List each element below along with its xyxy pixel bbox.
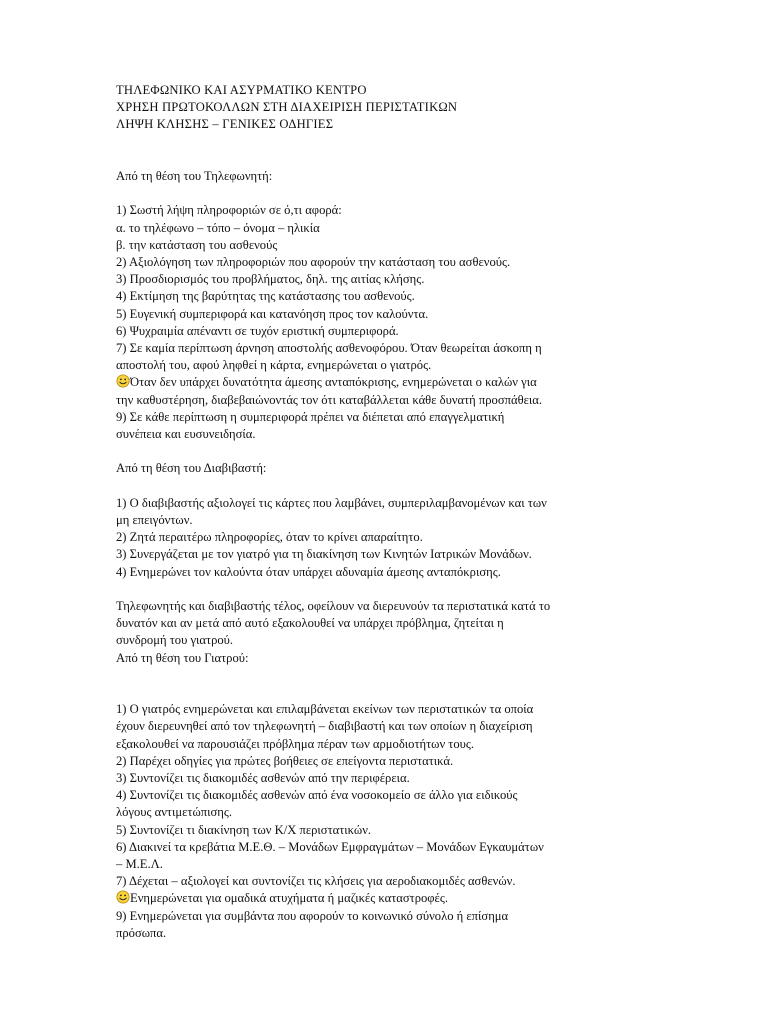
list-item: 9) Σε κάθε περίπτωση η συμπεριφορά πρέπει να διέπεται από επαγγελματική	[116, 409, 505, 424]
list-item: α. το τηλέφωνο – τόπο – όνομα – ηλικία	[116, 220, 320, 235]
section-title: Από τη θέση του Γιατρού:	[116, 650, 249, 665]
list-item: την καθυστέρηση, διαβεβαιώνοντάς τον ότι καταβάλλεται κάθε δυνατή προσπάθεια.	[116, 392, 543, 407]
list-item: 6) Διακινεί τα κρεβάτια Μ.Ε.Θ. – Μονάδων Εμφραγμάτων – Μονάδων Εγκαυμάτων	[116, 839, 544, 854]
list-item: 2) Ζητά περαιτέρω πληροφορίες, όταν το κρίνει απαραίτητο.	[116, 530, 423, 545]
list-item-8	[116, 890, 676, 907]
paragraph-line: Τηλεφωνητής και διαβιβαστής τέλος, οφείλουν να διερευνούν τα περιστατικά κατά το	[116, 599, 551, 614]
section-title: Από τη θέση του Διαβιβαστή:	[116, 461, 267, 476]
list-item: 5) Συντονίζει τι διακίνηση των Κ/Χ περιστατικών.	[116, 822, 372, 837]
smiley-face-icon	[116, 890, 130, 904]
document-heading	[116, 82, 676, 134]
doctor-section	[116, 650, 676, 942]
list-item: 1) Σωστή λήψη πληροφοριών σε ό,τι αφορά:	[116, 203, 342, 218]
list-item: 7) Σε καμία περίπτωση άρνηση αποστολής ασθενοφόρου. Όταν θεωρείται άσκοπη η	[116, 341, 542, 356]
list-item-8-text: Ενημερώνεται για ομαδικά ατυχήματα ή μαζικές καταστροφές.	[130, 891, 448, 906]
list-item: 3) Συντονίζει τις διακομιδές ασθενών από την περιφέρεια.	[116, 771, 410, 786]
list-item: έχουν διερευνηθεί από τον τηλεφωνητή – διαβιβαστή και των οποίων η διαχείριση	[116, 719, 533, 734]
list-item: 3) Συνεργάζεται με τον γιατρό για τη διακίνηση των Κινητών Ιατρικών Μονάδων.	[116, 547, 532, 562]
list-item: 4) Εκτίμηση της βαρύτητας της κατάστασης του ασθενούς.	[116, 289, 415, 304]
heading-line-3: ΛΗΨΗ ΚΛΗΣΗΣ – ΓΕΝΙΚΕΣ ΟΔΗΓΙΕΣ	[116, 117, 334, 132]
list-item: μη επειγόντων.	[116, 513, 193, 528]
list-item: αποστολή του, αφού ληφθεί η κάρτα, ενημερώνεται ο γιατρός.	[116, 358, 432, 373]
list-item: 4) Ενημερώνει τον καλούντα όταν υπάρχει αδυναμία άμεσης ανταπόκρισης.	[116, 564, 501, 579]
list-item-8-text: Όταν δεν υπάρχει δυνατότητα άμεσης ανταπόκρισης, ενημερώνεται ο καλών για	[130, 375, 537, 390]
list-item: συνέπεια και ευσυνειδησία.	[116, 427, 256, 442]
list-item: 2) Παρέχει οδηγίες για πρώτες βοήθειες σε επείγοντα περιστατικά.	[116, 753, 454, 768]
list-item: – Μ.Ε.Λ.	[116, 857, 163, 872]
list-item: 4) Συντονίζει τις διακομιδές ασθενών από ένα νοσοκομείο σε άλλο για ειδικούς	[116, 788, 518, 803]
list-item: 1) Ο γιατρός ενημερώνεται και επιλαμβάνεται εκείνων των περιστατικών τα οποία	[116, 702, 534, 717]
list-item: πρόσωπα.	[116, 925, 167, 940]
paragraph-line: συνδρομή του γιατρού.	[116, 633, 234, 648]
list-item: β. την κατάσταση του ασθενούς	[116, 237, 278, 252]
list-item: 5) Ευγενική συμπεριφορά και κατανόηση προς τον καλούντα.	[116, 306, 429, 321]
smiley-face-icon	[116, 374, 130, 388]
list-item: 2) Αξιολόγηση των πληροφοριών που αφορούν την κατάσταση του ασθενούς.	[116, 255, 511, 269]
list-item: 6) Ψυχραιμία απέναντι σε τυχόν εριστική συμπεριφορά.	[116, 323, 399, 338]
list-item: 1) Ο διαβιβαστής αξιολογεί τις κάρτες που λαμβάνει, συμπεριλαμβανομένων και των	[116, 495, 547, 510]
closing-paragraph	[116, 598, 676, 650]
list-item: 7) Δέχεται – αξιολογεί και συντονίζει τις κλήσεις για αεροδιακομιδές ασθενών.	[116, 874, 516, 889]
list-item: εξακολουθεί να παρουσιάζει πρόβλημα πέραν των αρμοδιοτήτων τους.	[116, 736, 475, 751]
paragraph-line: δυνατόν και αν μετά από αυτό εξακολουθεί να υπάρχει πρόβλημα, ζητείται η	[116, 616, 504, 631]
dispatcher-section	[116, 460, 676, 580]
heading-line-1: ΤΗΛΕΦΩΝΙΚΟ ΚΑΙ ΑΣΥΡΜΑΤΙΚΟ ΚΕΝΤΡΟ	[116, 83, 367, 97]
list-item: 3) Προσδιορισμός του προβλήματος, δηλ. της αιτίας κλήσης.	[116, 272, 425, 287]
document-body	[116, 82, 676, 942]
list-item-8	[116, 374, 676, 391]
heading-line-2: ΧΡΗΣΗ ΠΡΩΤΟΚΟΛΛΩΝ ΣΤΗ ΔΙΑΧΕΙΡΙΣΗ ΠΕΡΙΣΤΑΤΙΚΩΝ	[116, 100, 458, 115]
telephonist-section	[116, 168, 676, 443]
list-item: λόγους αντιμετώπισης.	[116, 805, 233, 820]
list-item: 9) Ενημερώνεται για συμβάντα που αφορούν το κοινωνικό σύνολο ή επίσημα	[116, 908, 509, 923]
section-title: Από τη θέση του Τηλεφωνητή:	[116, 169, 273, 183]
